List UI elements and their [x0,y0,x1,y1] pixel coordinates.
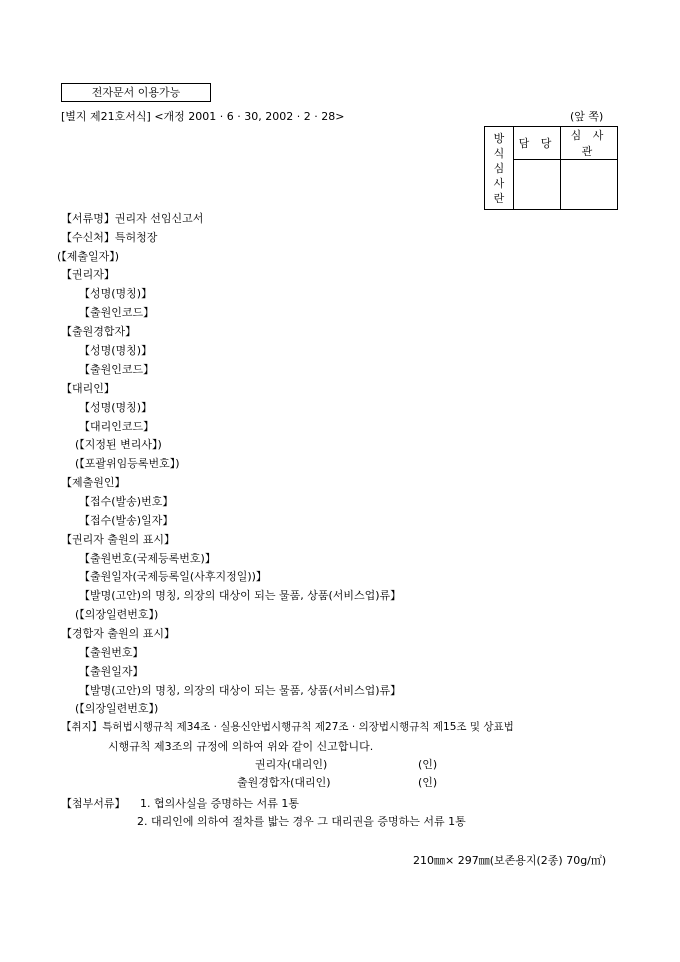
review-box [484,126,618,210]
review-col-staff: 담 당 [514,127,561,160]
signature-rival-seal: (인) [418,776,438,789]
rival-app-date: 【출원일자】 [79,665,144,678]
rival-design-serial: (【의장일련번호】) [75,702,159,715]
review-examiner-cell [561,160,618,210]
signature-holder-label: 권리자(대리인) [255,758,328,771]
purpose-line-1: 【취지】특허법시행규칙 제34조 · 실용신안법시행규칙 제27조 · 의장법시행규칙 제15조 및 상표법 [61,721,514,733]
holder-design-serial: (【의장일련번호】) [75,608,159,621]
purpose-line-2: 시행규칙 제3조의 규정에 의하여 위와 같이 신고합니다. [108,740,374,753]
holder-app-date: 【출원일자(국제등록일(사후지정일))】 [79,570,267,583]
rights-holder-code: 【출원인코드】 [79,306,155,319]
attachment-label: 【첨부서류】 [61,797,126,810]
signature-holder-seal: (인) [418,758,438,771]
page-side-label: (앞 쪽) [570,110,604,123]
holder-app-display: 【권리자 출원의 표시】 [61,533,176,546]
electronic-doc-label: 전자문서 이용가능 [61,83,211,102]
review-side-label: 방 식 심 사 란 [485,127,514,210]
review-staff-cell [514,160,561,210]
attachment-item-1: 1. 협의사실을 증명하는 서류 1통 [140,797,299,810]
submit-cause: 【제출원인】 [61,476,126,489]
doc-name: 【서류명】권리자 선임신고서 [61,212,204,225]
rival-invention: 【발명(고안)의 명칭, 의장의 대상이 되는 물품, 상품(서비스업)류】 [79,684,402,697]
rights-holder: 【권리자】 [61,268,115,281]
applicant-rival-code: 【출원인코드】 [79,363,155,376]
agent-name: 【성명(명칭)】 [79,401,153,414]
form-reference: [별지 제21호서식] <개정 2001 · 6 · 30, 2002 · 2 · 28> [61,110,345,123]
paper-spec: 210㎜× 297㎜(보존용지(2종) 70g/㎡) [413,854,607,867]
agent: 【대리인】 [61,382,115,395]
attachment-item-2: 2. 대리인에 의하여 절차를 밟는 경우 그 대리권을 증명하는 서류 1통 [137,815,466,828]
signature-rival-label: 출원경합자(대리인) [237,776,331,789]
receipt-number: 【접수(발송)번호】 [79,495,174,508]
agent-code: 【대리인코드】 [79,420,155,433]
review-col-examiner: 심 사 관 [561,127,618,160]
rights-holder-name: 【성명(명칭)】 [79,287,153,300]
holder-invention: 【발명(고안)의 명칭, 의장의 대상이 되는 물품, 상품(서비스업)류】 [79,589,402,602]
rival-app-display: 【경합자 출원의 표시】 [61,627,176,640]
rival-app-number: 【출원번호】 [79,646,144,659]
applicant-rival: 【출원경합자】 [61,325,137,338]
recipient: 【수신처】특허청장 [61,231,158,244]
receipt-date: 【접수(발송)일자】 [79,514,174,527]
submit-date: (【제출일자】) [57,250,120,263]
holder-app-number: 【출원번호(국제등록번호)】 [79,552,216,565]
agent-blanket: (【포괄위임등록번호】) [75,457,180,470]
applicant-rival-name: 【성명(명칭)】 [79,344,153,357]
agent-designated: (【지정된 변리사】) [75,438,162,451]
